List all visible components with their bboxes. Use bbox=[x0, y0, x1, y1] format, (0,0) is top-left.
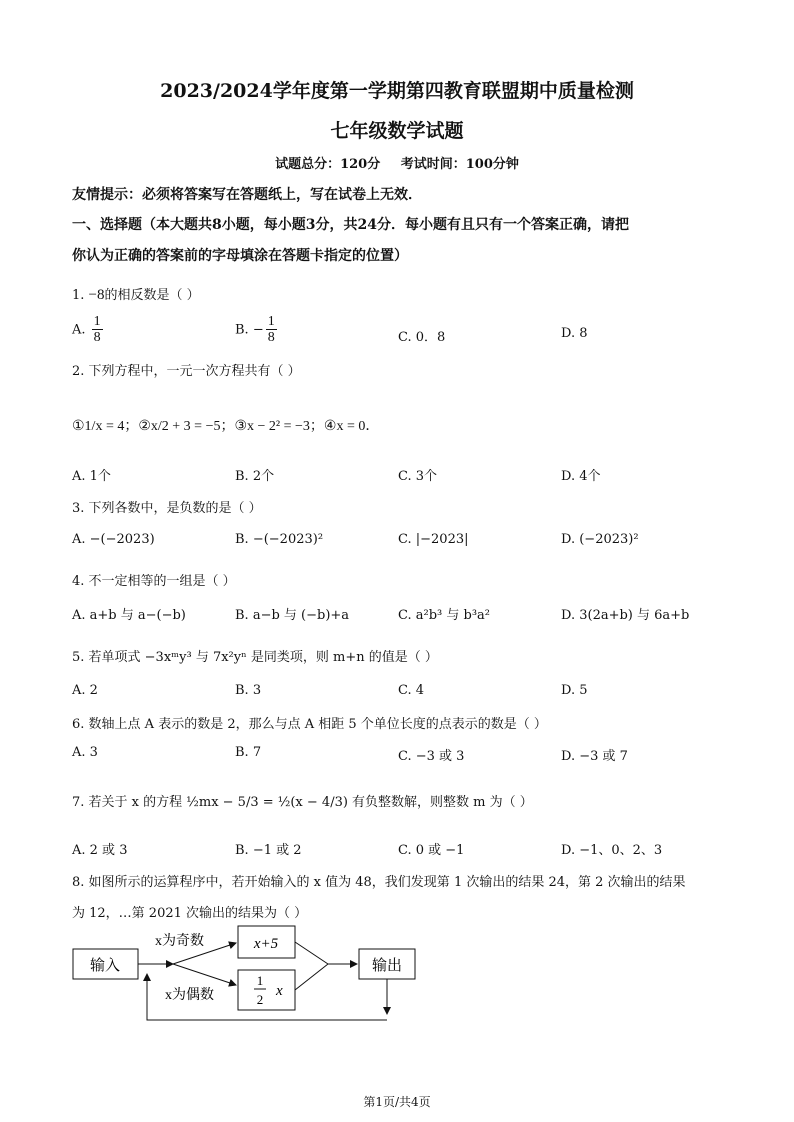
exam-title: 2023/2024学年度第一学期第四教育联盟期中质量检测 bbox=[160, 80, 634, 102]
merge-line-top bbox=[295, 942, 328, 964]
half-box-denominator: 2 bbox=[256, 992, 264, 1007]
q4-option-b[interactable]: B. a−b 与 (−b)+a bbox=[235, 608, 350, 623]
q1-text: 的相反数是（ ） bbox=[104, 288, 200, 303]
plus-five-label: x+5 bbox=[253, 936, 279, 952]
q2-option-b[interactable]: B. 2个 bbox=[235, 469, 275, 484]
question-1 bbox=[72, 284, 200, 304]
q4-option-c[interactable]: C. a²b³ 与 b³a² bbox=[398, 608, 491, 623]
even-label: x为偶数 bbox=[165, 988, 214, 1003]
merge-line-bottom bbox=[295, 964, 328, 990]
output-label: 输出 bbox=[371, 956, 403, 974]
q1-option-d[interactable]: D. 8 bbox=[561, 326, 588, 341]
q5-option-b[interactable]: B. 3 bbox=[235, 683, 262, 698]
flowchart-diagram bbox=[70, 918, 430, 1030]
question-4: 4. 不一定相等的一组是（ ） bbox=[72, 574, 236, 589]
q7-option-c[interactable]: C. 0 或 −1 bbox=[398, 843, 465, 858]
half-box-numerator: 1 bbox=[256, 973, 264, 988]
friendly-tip: 友情提示：必须将答案写在答题纸上，写在试卷上无效． bbox=[72, 187, 422, 203]
total-score: 试题总分：120分 bbox=[275, 157, 381, 172]
q2-option-c[interactable]: C. 3个 bbox=[398, 469, 438, 484]
q3-option-c[interactable]: C. |−2023| bbox=[398, 532, 469, 547]
q1-number: 1. bbox=[72, 288, 85, 303]
arrow-branch-even bbox=[173, 964, 236, 985]
q3-option-d[interactable]: D. (−2023)² bbox=[561, 532, 639, 547]
question-5: 5. 若单项式 −3xᵐy³ 与 7x²yⁿ 是同类项，则 m+n 的值是（ ） bbox=[72, 650, 438, 665]
half-box bbox=[238, 970, 295, 1010]
q3-option-a[interactable]: A. −(−2023) bbox=[72, 532, 155, 547]
exam-time: 考试时间：100分钟 bbox=[400, 157, 519, 172]
q7-option-d[interactable]: D. −1、0、2、3 bbox=[561, 843, 663, 858]
half-box-x: x bbox=[276, 983, 283, 999]
section-heading-line2: 你认为正确的答案前的字母填涂在答题卡指定的位置） bbox=[72, 248, 408, 264]
odd-label: x为奇数 bbox=[155, 934, 204, 949]
input-label: 输入 bbox=[89, 956, 121, 974]
q2-equations: ①1/x = 4；②x/2 + 3 = −5；③x − 2² = −3；④x = 0． bbox=[72, 419, 380, 434]
q5-option-a[interactable]: A. 2 bbox=[72, 683, 98, 698]
q7-option-b[interactable]: B. −1 或 2 bbox=[235, 843, 302, 858]
q1-option-b[interactable] bbox=[235, 314, 279, 346]
question-7: 7. 若关于 x 的方程 ½mx − 5/3 = ½(x − 4/3) 有负整数解，则整数 m 为（ ） bbox=[72, 795, 533, 810]
q1-b-label: B. bbox=[235, 322, 249, 338]
q4-option-d[interactable]: D. 3(2a+b) 与 6a+b bbox=[561, 608, 690, 623]
q2-option-d[interactable]: D. 4个 bbox=[561, 469, 601, 484]
exam-subtitle: 七年级数学试题 bbox=[330, 120, 464, 142]
q7-option-a[interactable]: A. 2 或 3 bbox=[72, 843, 128, 858]
q1-option-c[interactable]: C. 0．8 bbox=[398, 330, 446, 345]
q1-expr: −8 bbox=[88, 287, 105, 303]
q1-option-a[interactable] bbox=[72, 314, 105, 346]
question-3: 3. 下列各数中，是负数的是（ ） bbox=[72, 501, 262, 516]
page-footer: 第1页/共4页 bbox=[363, 1095, 431, 1109]
q6-option-c[interactable]: C. −3 或 3 bbox=[398, 749, 465, 764]
section-heading-line1: 一、选择题（本大题共8小题，每小题3分，共24分．每小题有且只有一个答案正确，请把 bbox=[72, 217, 629, 233]
question-6: 6. 数轴上点 A 表示的数是 2，那么与点 A 相距 5 个单位长度的点表示的数是（ ） bbox=[72, 717, 547, 732]
q5-option-d[interactable]: D. 5 bbox=[561, 683, 588, 698]
q4-option-a[interactable]: A. a+b 与 a−(−b) bbox=[72, 608, 186, 623]
q5-option-c[interactable]: C. 4 bbox=[398, 683, 425, 698]
question-8-line1: 8. 如图所示的运算程序中，若开始输入的 x 值为 48，我们发现第 1 次输出的结果 24，第 2 次输出的结果 bbox=[72, 875, 686, 890]
q1-a-label: A. bbox=[72, 322, 86, 338]
q1-b-fraction: $\frac{1}{8}$ bbox=[267, 314, 275, 346]
q3-option-b[interactable]: B. −(−2023)² bbox=[235, 532, 324, 547]
q2-option-a[interactable]: A. 1个 bbox=[72, 469, 111, 484]
q1-a-fraction: $\frac{1}{8}$ bbox=[93, 314, 101, 346]
q6-option-b[interactable]: B. 7 bbox=[235, 745, 262, 760]
exam-info bbox=[0, 153, 794, 172]
question-8-line2: 为 12，…第 2021 次输出的结果为（ ） bbox=[72, 906, 308, 921]
q1-b-sign: − bbox=[252, 322, 264, 338]
q6-option-d[interactable]: D. −3 或 7 bbox=[561, 749, 628, 764]
q6-option-a[interactable]: A. 3 bbox=[72, 745, 98, 760]
question-2: 2. 下列方程中，一元一次方程共有（ ） bbox=[72, 364, 301, 379]
